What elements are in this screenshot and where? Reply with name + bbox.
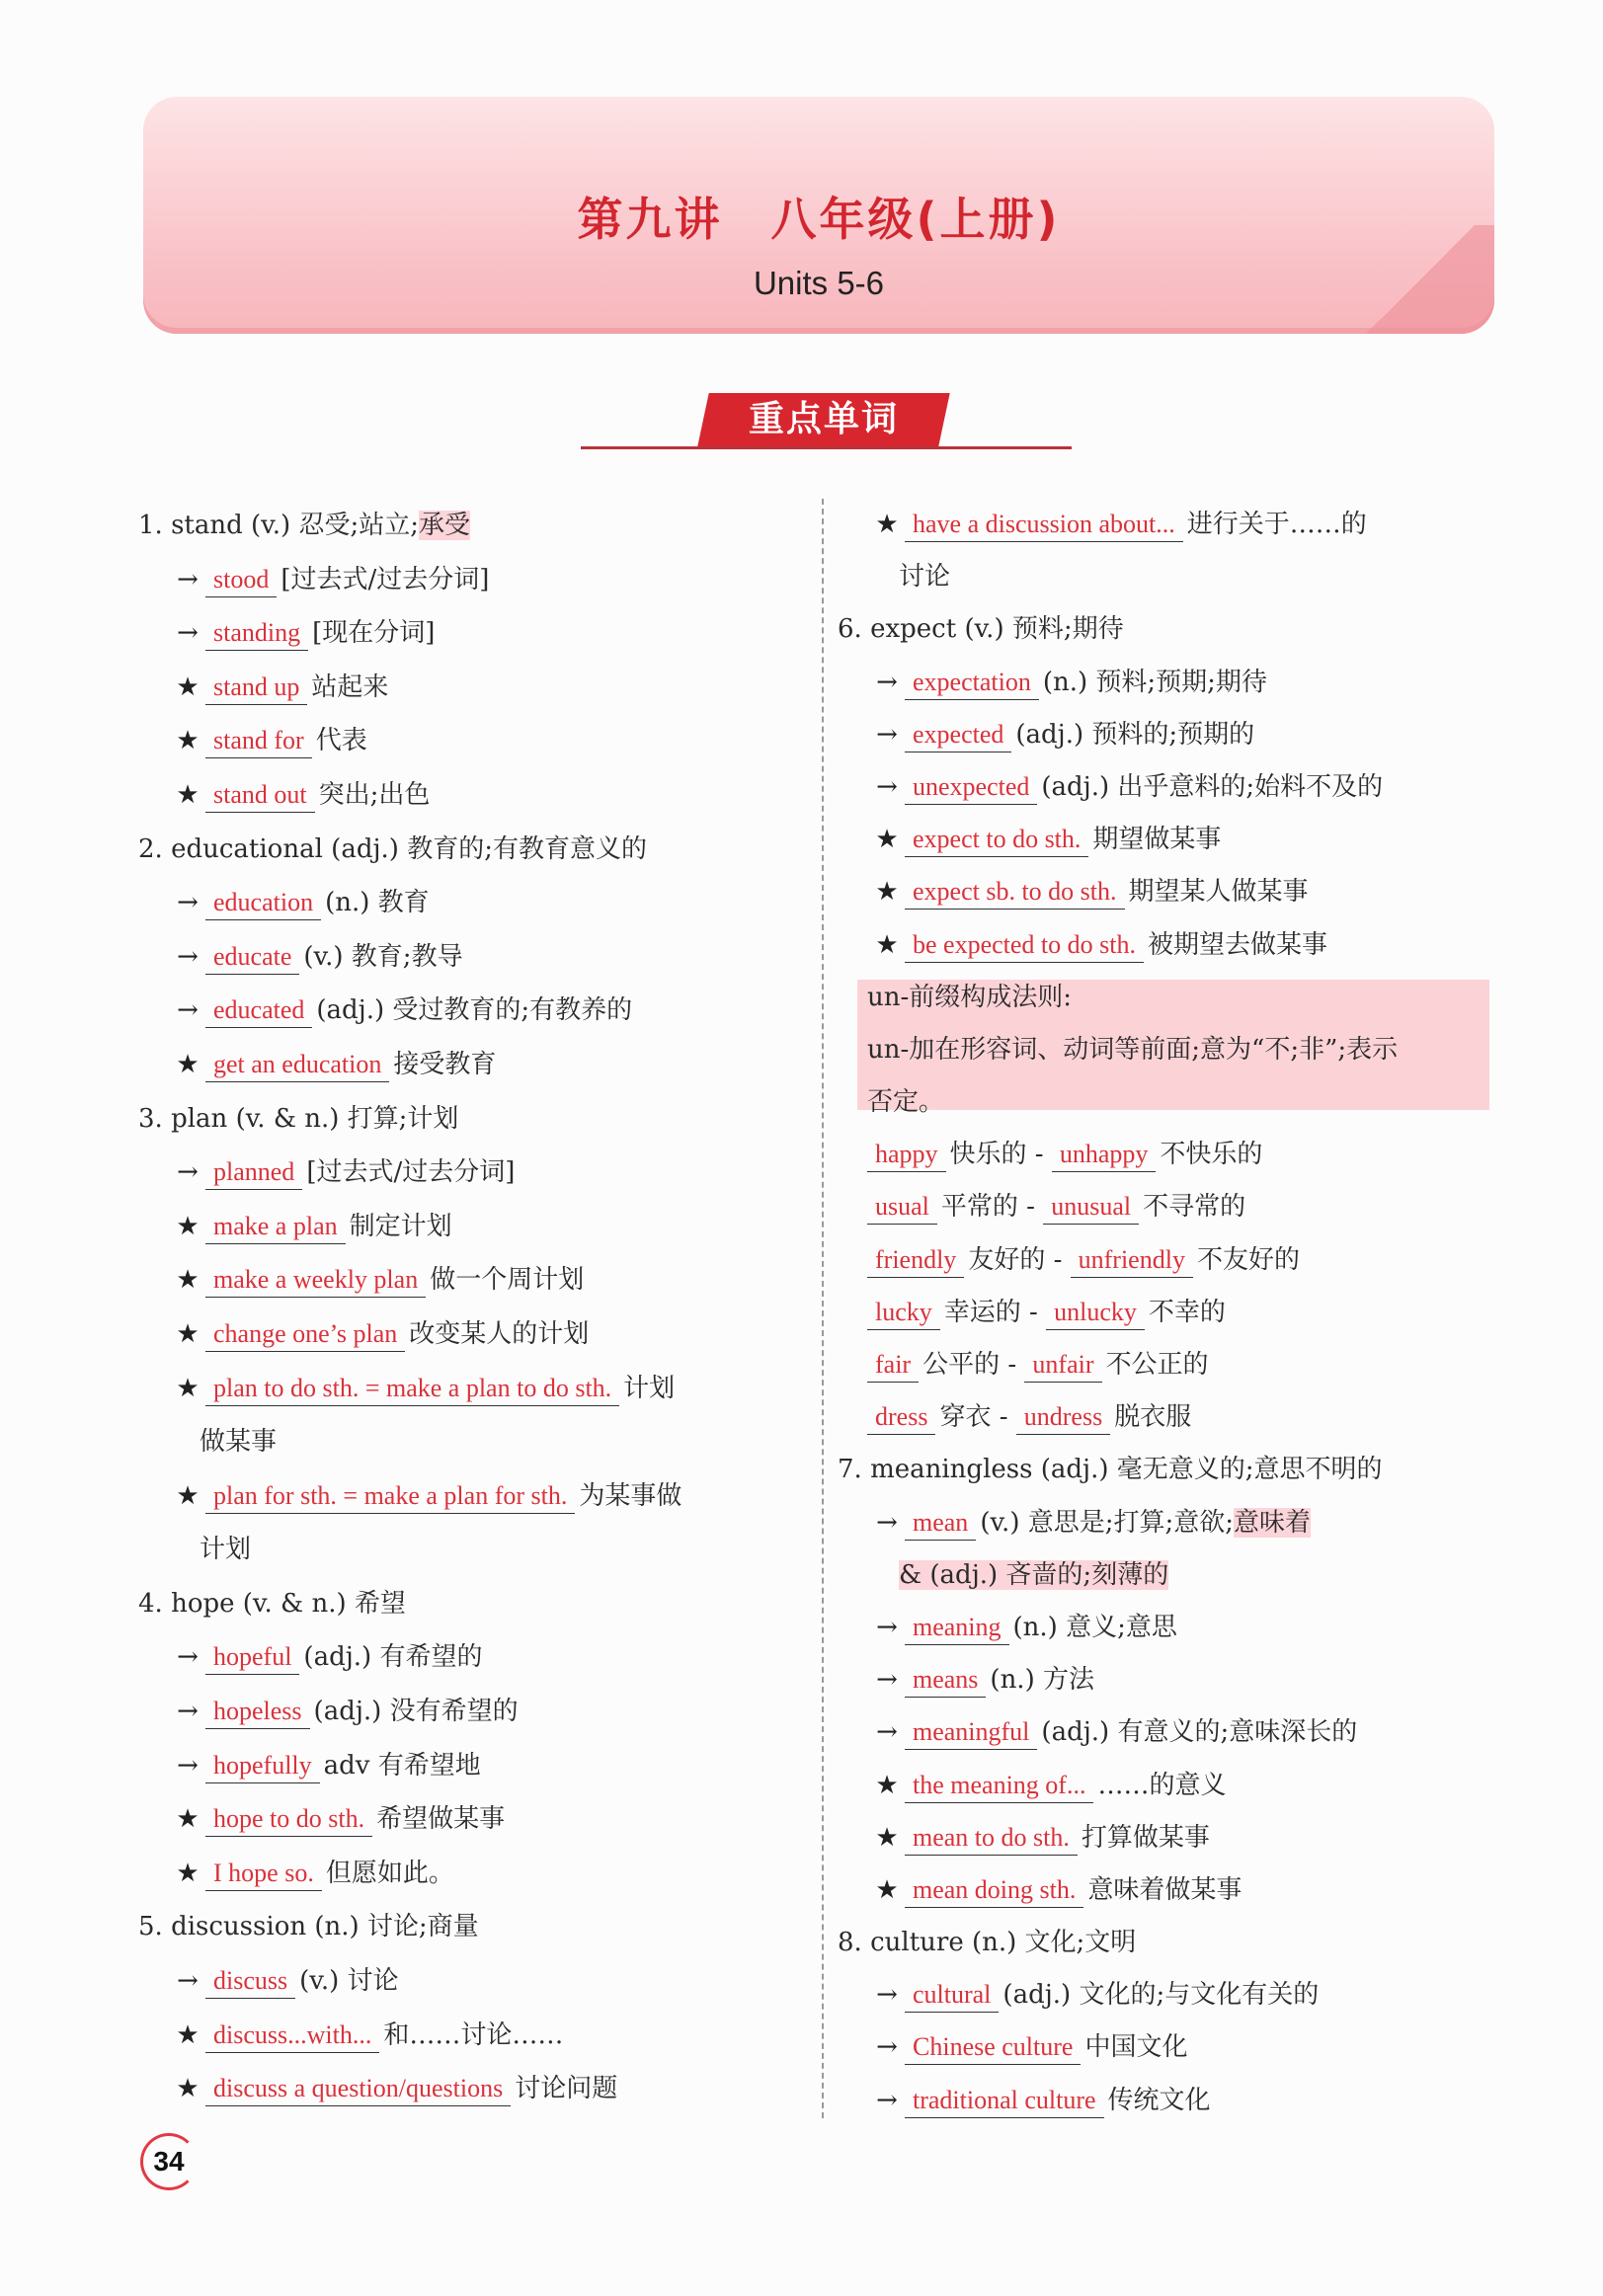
- answer-gloss: (n.) 意义;意思: [1012, 1612, 1177, 1642]
- answer-blank: mean: [905, 1506, 976, 1541]
- answer-gloss: (v.) 教育;教导: [303, 941, 463, 972]
- derivative-row: [138, 876, 810, 930]
- answer-blank: educate: [205, 940, 299, 975]
- answer-gloss: (n.) 预料;预期;期待: [1042, 667, 1267, 697]
- continuation-text: 讨论: [899, 562, 951, 593]
- word-heading: [138, 1092, 810, 1147]
- base-word-blank: happy: [867, 1138, 946, 1172]
- prefixed-word-meaning: 不公正的: [1105, 1350, 1209, 1380]
- prefixed-word-blank: unfriendly: [1071, 1243, 1193, 1278]
- continuation-line: [838, 551, 1509, 603]
- base-word-blank: usual: [867, 1190, 937, 1225]
- word-heading: [138, 1577, 810, 1631]
- phrase-row: [138, 1847, 810, 1901]
- star-icon: ★: [176, 1049, 200, 1079]
- base-word-meaning: 快乐的 -: [949, 1140, 1052, 1170]
- answer-gloss: 做一个周计划: [430, 1265, 585, 1296]
- answer-blank: expect to do sth.: [905, 823, 1088, 857]
- phrase-row: [138, 2062, 810, 2116]
- answer-blank: educated: [205, 993, 312, 1028]
- word-meaning: 文化;文明: [1024, 1928, 1137, 1958]
- star-icon: ★: [176, 2019, 200, 2050]
- answer-gloss: (adj.) 受过教育的;有教养的: [316, 995, 633, 1026]
- answer-gloss: 打算做某事: [1081, 1822, 1210, 1853]
- word-heading: [138, 1900, 810, 1954]
- prefix-pair-row: [838, 1391, 1509, 1444]
- answer-blank: discuss a question/questions: [205, 2072, 511, 2106]
- prefix-rule-text: un-前缀构成法则:: [867, 982, 1073, 1012]
- derivative-row: [838, 2021, 1509, 2074]
- answer-blank: hopeless: [205, 1695, 310, 1729]
- base-word-blank: fair: [867, 1348, 919, 1383]
- arrow-icon: →: [177, 1642, 199, 1673]
- prefixed-word-blank: unusual: [1043, 1190, 1139, 1225]
- section-heading: 重点单词: [697, 393, 949, 446]
- arrow-icon: →: [177, 888, 199, 918]
- derivative-row: [138, 1954, 810, 2009]
- prefixed-word-blank: unhappy: [1052, 1138, 1157, 1172]
- prefix-pair-row: [838, 1181, 1509, 1233]
- answer-blank: change one’s plan: [205, 1317, 405, 1352]
- headword: stand: [171, 511, 252, 540]
- answer-gloss: 但愿如此。: [325, 1858, 454, 1888]
- phrase-row: [138, 661, 810, 715]
- star-icon: ★: [176, 1804, 200, 1835]
- answer-gloss: 接受教育: [393, 1049, 497, 1079]
- phrase-row: [838, 499, 1509, 551]
- answer-blank: unexpected: [905, 770, 1037, 805]
- answer-blank: hopefully: [205, 1749, 320, 1783]
- base-word-meaning: 幸运的 -: [943, 1297, 1047, 1327]
- answer-blank: stood: [205, 563, 277, 597]
- phrase-row: [138, 768, 810, 823]
- arrow-icon: →: [177, 618, 199, 649]
- part-of-speech: (v. & n.): [235, 1103, 348, 1134]
- star-icon: ★: [176, 672, 200, 702]
- continuation-line: [838, 1549, 1509, 1602]
- answer-blank: traditional culture: [905, 2084, 1104, 2118]
- arrow-icon: →: [876, 1612, 898, 1642]
- answer-gloss: 被期望去做某事: [1148, 929, 1328, 960]
- answer-gloss: [现在分词]: [312, 618, 436, 649]
- continuation-line: [138, 1415, 810, 1469]
- prefixed-word-meaning: 不寻常的: [1143, 1192, 1246, 1223]
- base-word-meaning: 穿衣 -: [939, 1402, 1016, 1433]
- continuation-text: 计划: [200, 1535, 252, 1565]
- phrase-row: [838, 1864, 1509, 1917]
- answer-gloss: (adj.) 预料的;预期的: [1015, 719, 1255, 750]
- word-meaning: 忍受;站立;: [298, 511, 419, 540]
- star-icon: ★: [875, 1822, 899, 1853]
- part-of-speech: (n.): [971, 1928, 1025, 1958]
- answer-gloss: (adj.) 有希望的: [303, 1642, 483, 1673]
- arrow-icon: →: [876, 719, 898, 750]
- answer-gloss: 和……讨论……: [383, 2019, 564, 2050]
- derivative-row: [838, 709, 1509, 761]
- phrase-row: [138, 1253, 810, 1307]
- arrow-icon: →: [876, 1507, 898, 1538]
- answer-blank: planned: [205, 1155, 302, 1190]
- answer-blank: Chinese culture: [905, 2030, 1081, 2065]
- star-icon: ★: [176, 1265, 200, 1296]
- word-heading: [838, 603, 1509, 656]
- entry-number: 3.: [138, 1103, 172, 1134]
- answer-blank: standing: [205, 616, 308, 651]
- word-meaning: 讨论;商量: [366, 1912, 479, 1942]
- entry-number: 5.: [138, 1912, 172, 1942]
- arrow-icon: →: [876, 771, 898, 802]
- part-of-speech: (v. & n.): [242, 1588, 355, 1619]
- word-heading: [138, 499, 810, 553]
- answer-blank: plan for sth. = make a plan for sth.: [205, 1479, 575, 1514]
- word-meaning: 毫无意义的;意思不明的: [1116, 1455, 1383, 1485]
- phrase-row: [138, 1792, 810, 1847]
- answer-blank: education: [205, 886, 321, 920]
- answer-blank: hopeful: [205, 1640, 299, 1675]
- entry-number: 1.: [138, 511, 172, 540]
- answer-blank: means: [905, 1663, 986, 1698]
- answer-gloss: 期望做某事: [1092, 825, 1222, 855]
- star-icon: ★: [176, 726, 200, 756]
- derivative-row: [138, 606, 810, 661]
- star-icon: ★: [875, 929, 899, 960]
- right-column: [838, 499, 1509, 2127]
- arrow-icon: →: [177, 995, 199, 1026]
- star-icon: ★: [875, 825, 899, 855]
- answer-gloss: 传统文化: [1107, 2085, 1211, 2115]
- answer-blank: hope to do sth.: [205, 1802, 372, 1837]
- answer-blank: expectation: [905, 666, 1039, 700]
- arrow-icon: →: [876, 1665, 898, 1696]
- answer-blank: meaning: [905, 1611, 1009, 1645]
- prefix-rule-text: 否定。: [867, 1087, 945, 1118]
- answer-gloss: 中国文化: [1084, 2032, 1188, 2063]
- base-word-meaning: 友好的 -: [968, 1244, 1071, 1275]
- derivative-row: [138, 1146, 810, 1200]
- derivative-row: [838, 761, 1509, 814]
- prefixed-word-blank: undress: [1016, 1400, 1110, 1435]
- base-word-meaning: 平常的 -: [940, 1192, 1044, 1223]
- answer-blank: be expected to do sth.: [905, 928, 1144, 963]
- continuation-text: 做某事: [200, 1427, 278, 1458]
- word-meaning: 预料;期待: [1011, 614, 1124, 645]
- answer-gloss: ……的意义: [1097, 1770, 1227, 1800]
- answer-gloss: (v.) 意思是;打算;意欲;: [980, 1507, 1235, 1538]
- answer-gloss: 进行关于……的: [1186, 510, 1367, 539]
- headword: plan: [171, 1103, 236, 1134]
- base-word-blank: dress: [867, 1400, 935, 1435]
- answer-blank: cultural: [905, 1978, 999, 2013]
- prefix-pair-row: [838, 1287, 1509, 1339]
- star-icon: ★: [176, 1858, 200, 1888]
- highlighted-meaning: 承受: [418, 511, 470, 540]
- part-of-speech: (n.): [314, 1912, 367, 1942]
- headword: hope: [171, 1588, 243, 1619]
- prefixed-word-blank: unfair: [1024, 1348, 1101, 1383]
- answer-gloss: (adj.) 出乎意料的;始料不及的: [1041, 771, 1384, 802]
- answer-blank: plan to do sth. = make a plan to do sth.: [205, 1372, 619, 1406]
- word-meaning: 希望: [354, 1588, 406, 1619]
- entry-number: 7.: [838, 1455, 871, 1485]
- continuation-line: [138, 1523, 810, 1577]
- answer-blank: stand up: [205, 671, 307, 705]
- word-heading: [138, 823, 810, 877]
- headword: discussion: [171, 1912, 315, 1942]
- entry-number: 6.: [838, 614, 871, 645]
- answer-gloss: 代表: [315, 726, 367, 756]
- base-word-blank: lucky: [867, 1296, 940, 1330]
- derivative-row: [838, 2075, 1509, 2127]
- answer-gloss: 站起来: [311, 672, 389, 702]
- arrow-icon: →: [177, 1966, 199, 1997]
- units-subtitle: Units 5-6: [753, 265, 885, 301]
- derivative-row: [838, 1654, 1509, 1706]
- answer-gloss: (n.) 方法: [990, 1665, 1094, 1696]
- answer-blank: meaningful: [905, 1715, 1037, 1750]
- part-of-speech: (v.): [251, 511, 299, 540]
- column-divider: [822, 499, 824, 2118]
- highlighted-meaning: 意味着: [1234, 1507, 1312, 1538]
- derivative-row: [838, 1969, 1509, 2021]
- phrase-row: [138, 1469, 810, 1524]
- star-icon: ★: [875, 1770, 899, 1800]
- derivative-row: [838, 1602, 1509, 1654]
- answer-blank: discuss...with...: [205, 2019, 379, 2053]
- answer-gloss: 讨论问题: [515, 2074, 618, 2104]
- answer-blank: make a weekly plan: [205, 1263, 426, 1298]
- star-icon: ★: [875, 510, 899, 539]
- answer-gloss: 突出;出色: [318, 779, 431, 810]
- phrase-row: [138, 714, 810, 768]
- phrase-row: [138, 1200, 810, 1254]
- left-column: [138, 499, 810, 2116]
- word-heading: [838, 1444, 1509, 1496]
- answer-blank: mean doing sth.: [905, 1873, 1083, 1908]
- arrow-icon: →: [876, 2032, 898, 2063]
- answer-gloss: adv 有希望地: [323, 1750, 481, 1781]
- answer-gloss: 制定计划: [349, 1211, 452, 1241]
- prefixed-word-meaning: 不快乐的: [1160, 1140, 1263, 1170]
- answer-blank: have a discussion about...: [905, 508, 1183, 542]
- phrase-row: [838, 1812, 1509, 1864]
- derivative-row: [138, 984, 810, 1038]
- star-icon: ★: [176, 1211, 200, 1241]
- answer-blank: make a plan: [205, 1210, 346, 1244]
- answer-blank: I hope so.: [205, 1857, 322, 1891]
- arrow-icon: →: [177, 1750, 199, 1781]
- answer-gloss: 意味着做某事: [1087, 1874, 1242, 1905]
- answer-gloss: (v.) 讨论: [299, 1966, 399, 1997]
- arrow-icon: →: [876, 667, 898, 697]
- word-meaning: 打算;计划: [347, 1103, 459, 1134]
- page-number: 34: [140, 2133, 198, 2190]
- headword: meaningless: [870, 1455, 1041, 1485]
- answer-gloss: 期望某人做某事: [1128, 877, 1309, 908]
- arrow-icon: →: [177, 941, 199, 972]
- derivative-row: [838, 1706, 1509, 1759]
- answer-gloss: 计划: [623, 1373, 676, 1403]
- answer-gloss: (n.) 教育: [325, 888, 430, 918]
- derivative-row: [138, 1739, 810, 1793]
- base-word-blank: friendly: [867, 1243, 964, 1278]
- word-heading: [838, 1917, 1509, 1969]
- header-banner: [143, 97, 1494, 334]
- phrase-row: [838, 1760, 1509, 1812]
- phrase-row: [138, 1038, 810, 1092]
- star-icon: ★: [875, 877, 899, 908]
- base-word-meaning: 公平的 -: [922, 1350, 1025, 1380]
- prefix-pair-row: [838, 1129, 1509, 1181]
- answer-gloss: 改变某人的计划: [409, 1318, 590, 1349]
- phrase-row: [138, 1362, 810, 1416]
- headword: culture: [870, 1928, 972, 1958]
- derivative-row: [138, 553, 810, 607]
- answer-gloss: 希望做某事: [376, 1804, 506, 1835]
- derivative-row: [838, 1497, 1509, 1549]
- prefixed-word-blank: unlucky: [1046, 1296, 1145, 1330]
- star-icon: ★: [176, 1318, 200, 1349]
- answer-blank: get an education: [205, 1048, 389, 1082]
- prefix-pair-row: [838, 1234, 1509, 1287]
- headword: expect: [870, 614, 965, 645]
- answer-blank: expect sb. to do sth.: [905, 875, 1125, 910]
- star-icon: ★: [176, 2074, 200, 2104]
- entry-number: 8.: [838, 1928, 871, 1958]
- arrow-icon: →: [177, 1697, 199, 1727]
- phrase-row: [838, 919, 1509, 972]
- entry-number: 2.: [138, 833, 172, 864]
- derivative-row: [138, 930, 810, 985]
- answer-gloss: (adj.) 有意义的;意味深长的: [1041, 1717, 1358, 1748]
- star-icon: ★: [176, 1373, 200, 1403]
- continuation-text: & (adj.) 吝啬的;刻薄的: [899, 1559, 1169, 1590]
- star-icon: ★: [176, 779, 200, 810]
- entry-number: 4.: [138, 1588, 172, 1619]
- star-icon: ★: [875, 1874, 899, 1905]
- prefixed-word-meaning: 不幸的: [1148, 1297, 1226, 1327]
- answer-blank: the meaning of...: [905, 1769, 1093, 1803]
- phrase-row: [138, 2009, 810, 2063]
- answer-gloss: [过去式/过去分词]: [306, 1157, 516, 1188]
- derivative-row: [138, 1685, 810, 1739]
- derivative-row: [138, 1630, 810, 1685]
- star-icon: ★: [176, 1480, 200, 1511]
- prefix-rule-text: un-加在形容词、动词等前面;意为“不;非”;表示: [867, 1034, 1399, 1065]
- word-meaning: 教育的;有教育意义的: [407, 833, 647, 864]
- arrow-icon: →: [876, 1717, 898, 1748]
- headword: educational: [171, 833, 332, 864]
- answer-blank: discuss: [205, 1964, 295, 1999]
- arrow-icon: →: [876, 1980, 898, 2011]
- prefix-pair-row: [838, 1339, 1509, 1391]
- phrase-row: [838, 866, 1509, 918]
- arrow-icon: →: [177, 564, 199, 594]
- answer-blank: stand out: [205, 778, 315, 813]
- answer-blank: mean to do sth.: [905, 1821, 1078, 1856]
- derivative-row: [838, 657, 1509, 709]
- part-of-speech: (adj.): [331, 833, 408, 864]
- answer-blank: expected: [905, 718, 1011, 752]
- answer-blank: stand for: [205, 724, 312, 758]
- arrow-icon: →: [177, 1157, 199, 1188]
- section-underline: [581, 446, 1072, 449]
- part-of-speech: (v.): [964, 614, 1012, 645]
- answer-gloss: (adj.) 文化的;与文化有关的: [1002, 1980, 1320, 2011]
- part-of-speech: (adj.): [1040, 1455, 1117, 1485]
- prefixed-word-meaning: 脱衣服: [1114, 1402, 1192, 1433]
- phrase-row: [838, 814, 1509, 866]
- answer-gloss: (adj.) 没有希望的: [313, 1697, 519, 1727]
- lecture-title: 第九讲 八年级(上册): [577, 193, 1061, 246]
- prefixed-word-meaning: 不友好的: [1196, 1244, 1300, 1275]
- arrow-icon: →: [876, 2085, 898, 2115]
- answer-gloss: [过去式/过去分词]: [281, 564, 490, 594]
- phrase-row: [138, 1307, 810, 1362]
- answer-gloss: 为某事做: [579, 1480, 682, 1511]
